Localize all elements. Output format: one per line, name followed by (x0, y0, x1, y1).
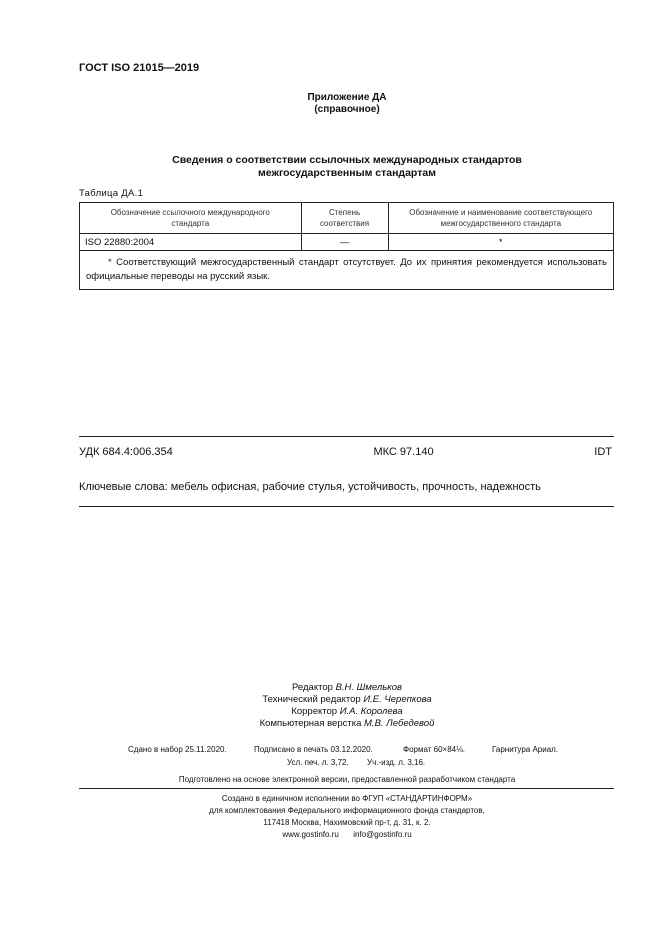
cell-interstate-standard: * (388, 234, 614, 251)
cell-degree: — (301, 234, 388, 251)
table-footnote: * Соответствующий межгосударственный стандарт отсутствует. До их принятия рекомендуется использовать официальные переводы на русский язык. (80, 251, 614, 290)
credit-layout-name: М.В. Лебедевой (364, 718, 435, 729)
publisher-rule (79, 788, 614, 789)
credit-tech-editor-label: Технический редактор (262, 694, 361, 705)
header-degree: Степень соответствия (301, 203, 388, 234)
table-header-row (80, 203, 614, 234)
classification-row (79, 446, 612, 458)
publisher-website[interactable]: www.gostinfo.ru (282, 830, 339, 839)
conformity-degree: IDT (594, 446, 612, 458)
annex-heading-line-2: межгосударственным стандартам (258, 167, 436, 179)
credits-block (79, 682, 615, 730)
publisher-email[interactable]: info@gostinfo.ru (353, 830, 412, 839)
print-signed: Подписано в печать 03.12.2020. (254, 745, 373, 754)
header-interstate-standard: Обозначение и наименование соответствующего межгосударственного стандарта (388, 203, 614, 234)
publisher-line-2: для комплектования Федерального информационного фонда стандартов, (209, 806, 485, 815)
credit-editor-name: В.Н. Шмельков (335, 682, 402, 693)
publisher-line-1: Создано в единичном исполнении во ФГУП «СТАНДАРТИНФОРМ» (221, 794, 473, 803)
keywords: Ключевые слова: мебель офисная, рабочие стулья, устойчивость, прочность, надежность (79, 481, 541, 493)
table-footnote-row (80, 251, 614, 290)
document-code: ГОСТ ISO 21015—2019 (79, 62, 200, 74)
prepared-note: Подготовлено на основе электронной версии, предоставленной разработчиком стандарта (178, 775, 516, 784)
publisher-line-3: 117418 Москва, Нахимовский пр-т, д. 31, к. 2. (263, 818, 431, 827)
bottom-rule (79, 506, 614, 507)
cell-ref-standard: ISO 22880:2004 (80, 234, 302, 251)
annex-heading (79, 154, 615, 180)
table-row (80, 234, 614, 251)
credit-layout (79, 718, 615, 730)
print-submitted: Сдано в набор 25.11.2020. (128, 745, 227, 754)
udk-code: УДК 684.4:006.354 (79, 446, 173, 458)
mks-code: МКС 97.140 (373, 446, 434, 458)
credit-editor-label: Редактор (292, 682, 333, 693)
credit-tech-editor-name: И.Е. Черепкова (363, 694, 432, 705)
credit-corrector (79, 706, 615, 718)
publishing-sheets: Уч.-изд. л. 3,16. (367, 758, 426, 767)
credit-tech-editor (79, 694, 615, 706)
reference-table (79, 202, 614, 290)
credit-corrector-label: Корректор (291, 706, 338, 717)
annex-heading-line-1: Сведения о соответствии ссылочных международных стандартов (172, 154, 522, 166)
credit-editor (79, 682, 615, 694)
publisher-block (79, 793, 615, 841)
credit-corrector-name: И.А. Королева (339, 706, 403, 717)
top-rule (79, 436, 614, 437)
credit-layout-label: Компьютерная верстка (259, 718, 362, 729)
header-ref-standard: Обозначение ссылочного международного стандарта (80, 203, 302, 234)
annex-title: Приложение ДА (307, 92, 387, 103)
print-format: Формат 60×84⅛. (403, 745, 466, 754)
publisher-contacts (79, 829, 615, 841)
annex-subtitle: (справочное) (314, 104, 380, 115)
print-font: Гарнитура Ариал. (492, 745, 559, 754)
table-caption: Таблица ДА.1 (79, 188, 144, 199)
print-sheets: Усл. печ. л. 3,72. (287, 758, 349, 767)
